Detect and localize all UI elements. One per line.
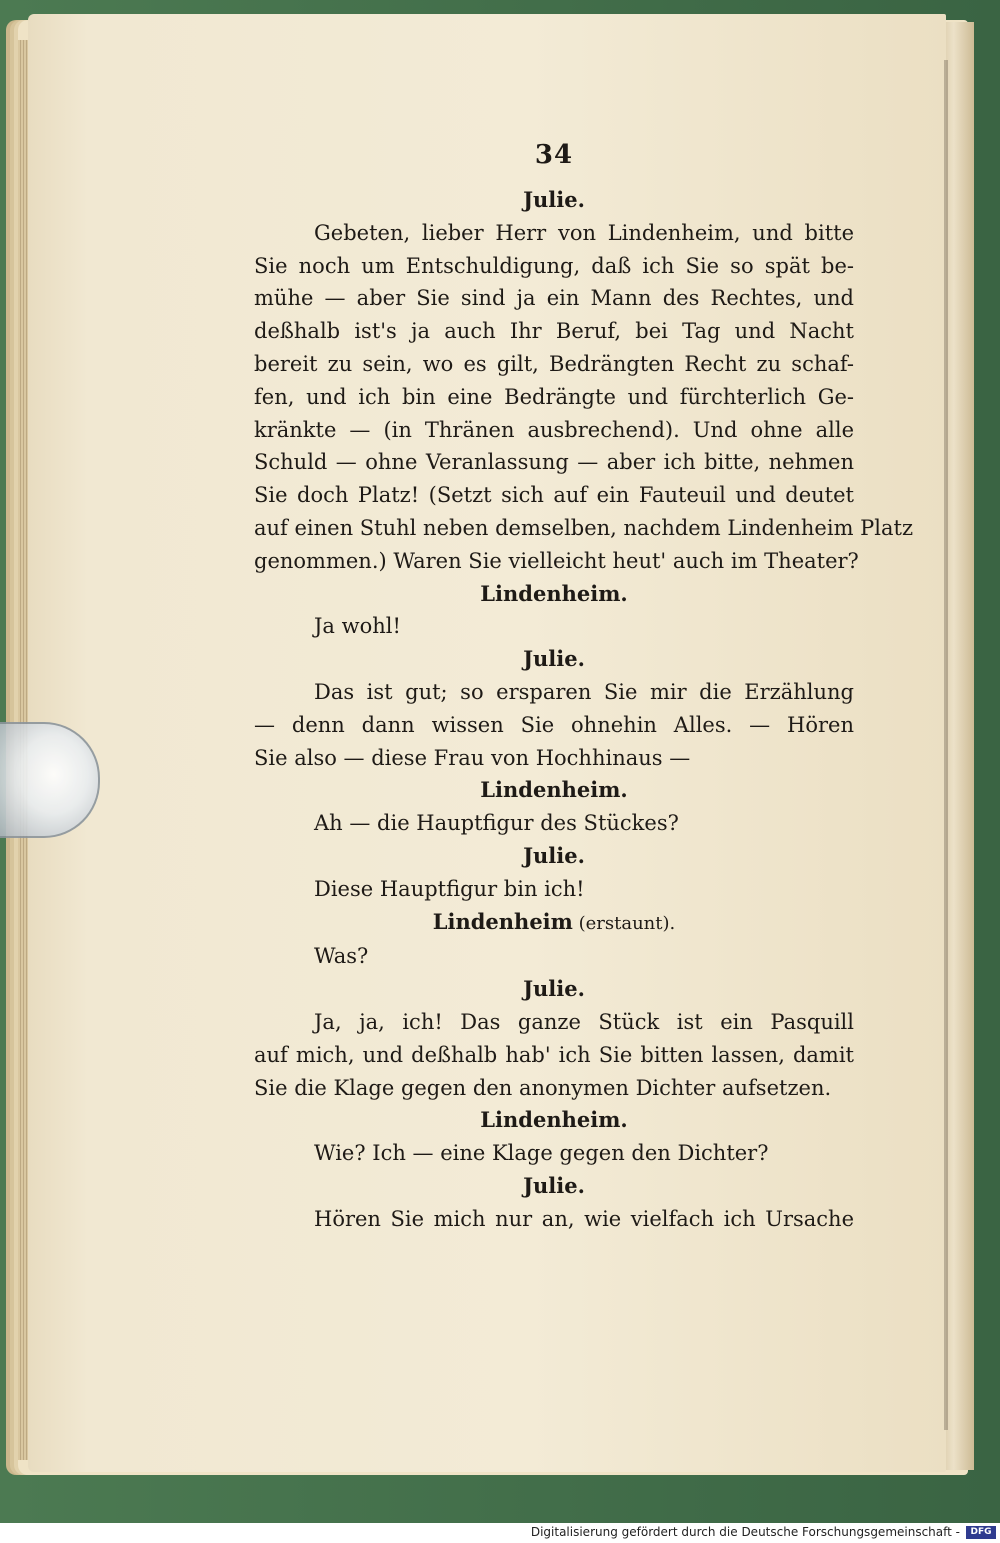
speaker-label: Lindenheim. xyxy=(480,1107,628,1133)
text-line: Ah — die Hauptfigur des Stückes? xyxy=(314,811,679,836)
text-line: Das ist gut; so ersparen Sie mir die Erzählung xyxy=(314,679,854,704)
page-text xyxy=(254,140,914,1236)
text-line: mühe — aber Sie sind ja ein Mann des Rechtes, und xyxy=(254,286,854,311)
text-line: fen, und ich bin eine Bedrängte und fürchterlich Ge- xyxy=(254,384,854,409)
text-line: Ja wohl! xyxy=(314,614,401,639)
text-line: — denn dann wissen Sie ohnehin Alles. — Hören xyxy=(254,712,854,737)
speaker-name xyxy=(254,973,854,1006)
text-line: genommen.) Waren Sie vielleicht heut' auch im Theater? xyxy=(254,548,859,573)
speaker-label: Julie. xyxy=(523,976,585,1002)
page-number: 34 xyxy=(534,140,574,170)
speaker-name xyxy=(254,774,854,807)
text-line: auf mich, und deßhalb hab' ich Sie bitten lassen, damit xyxy=(254,1042,854,1067)
text-line: Sie also — diese Frau von Hochhinaus — xyxy=(254,745,691,770)
text-line: Gebeten, lieber Herr von Lindenheim, und bitte xyxy=(314,220,854,245)
speaker-name xyxy=(254,578,854,611)
speaker-label: Lindenheim. xyxy=(480,580,628,606)
spine-shadow xyxy=(944,60,948,1430)
text-line: Was? xyxy=(314,944,369,969)
text-line: deßhalb ist's ja auch Ihr Beruf, bei Tag und Nacht xyxy=(254,319,854,344)
speaker-name xyxy=(254,840,854,873)
text-line: Sie die Klage gegen den anonymen Dichter aufsetzen. xyxy=(254,1075,832,1100)
speaker-label: Julie. xyxy=(523,187,585,212)
text-line: Diese Hauptfigur bin ich! xyxy=(314,876,585,901)
speaker-name xyxy=(254,906,854,941)
stage-direction: (erstaunt). xyxy=(572,912,676,934)
speaker-label: Lindenheim. xyxy=(480,777,628,803)
speaker-label: Julie. xyxy=(523,842,585,868)
speaker-label: Julie. xyxy=(523,646,585,672)
speaker-label: Lindenheim xyxy=(432,908,573,934)
text-line: Wie? Ich — eine Klage gegen den Dichter? xyxy=(314,1141,769,1166)
text-line: auf einen Stuhl neben demselben, nachdem Lindenheim Platz xyxy=(254,515,914,540)
funding-notice: Digitalisierung gefördert durch die Deutsche Forschungsgemeinschaft - xyxy=(530,1525,960,1539)
text-line: kränkte — (in Thränen ausbrechend). Und ohne alle xyxy=(254,417,854,442)
speaker-label: Julie. xyxy=(523,1172,585,1198)
speaker-name xyxy=(254,184,854,217)
speaker-name xyxy=(254,643,854,676)
text-line: Sie doch Platz! (Setzt sich auf ein Fauteuil und deutet xyxy=(254,483,854,508)
text-line: Sie noch um Entschuldigung, daß ich Sie so spät be- xyxy=(254,253,854,278)
speaker-name xyxy=(254,1170,854,1203)
speaker-name xyxy=(254,1104,854,1137)
footer-bar xyxy=(0,1523,1000,1543)
text-line: Schuld — ohne Veranlassung — aber ich bitte, nehmen xyxy=(254,450,854,475)
text-line: Hören Sie mich nur an, wie vielfach ich Ursache xyxy=(314,1206,854,1231)
text-line: bereit zu sein, wo es gilt, Bedrängten Recht zu schaf- xyxy=(254,351,854,376)
dfg-logo: DFG xyxy=(966,1526,996,1539)
text-line: Ja, ja, ich! Das ganze Stück ist ein Pasquill xyxy=(314,1009,854,1034)
